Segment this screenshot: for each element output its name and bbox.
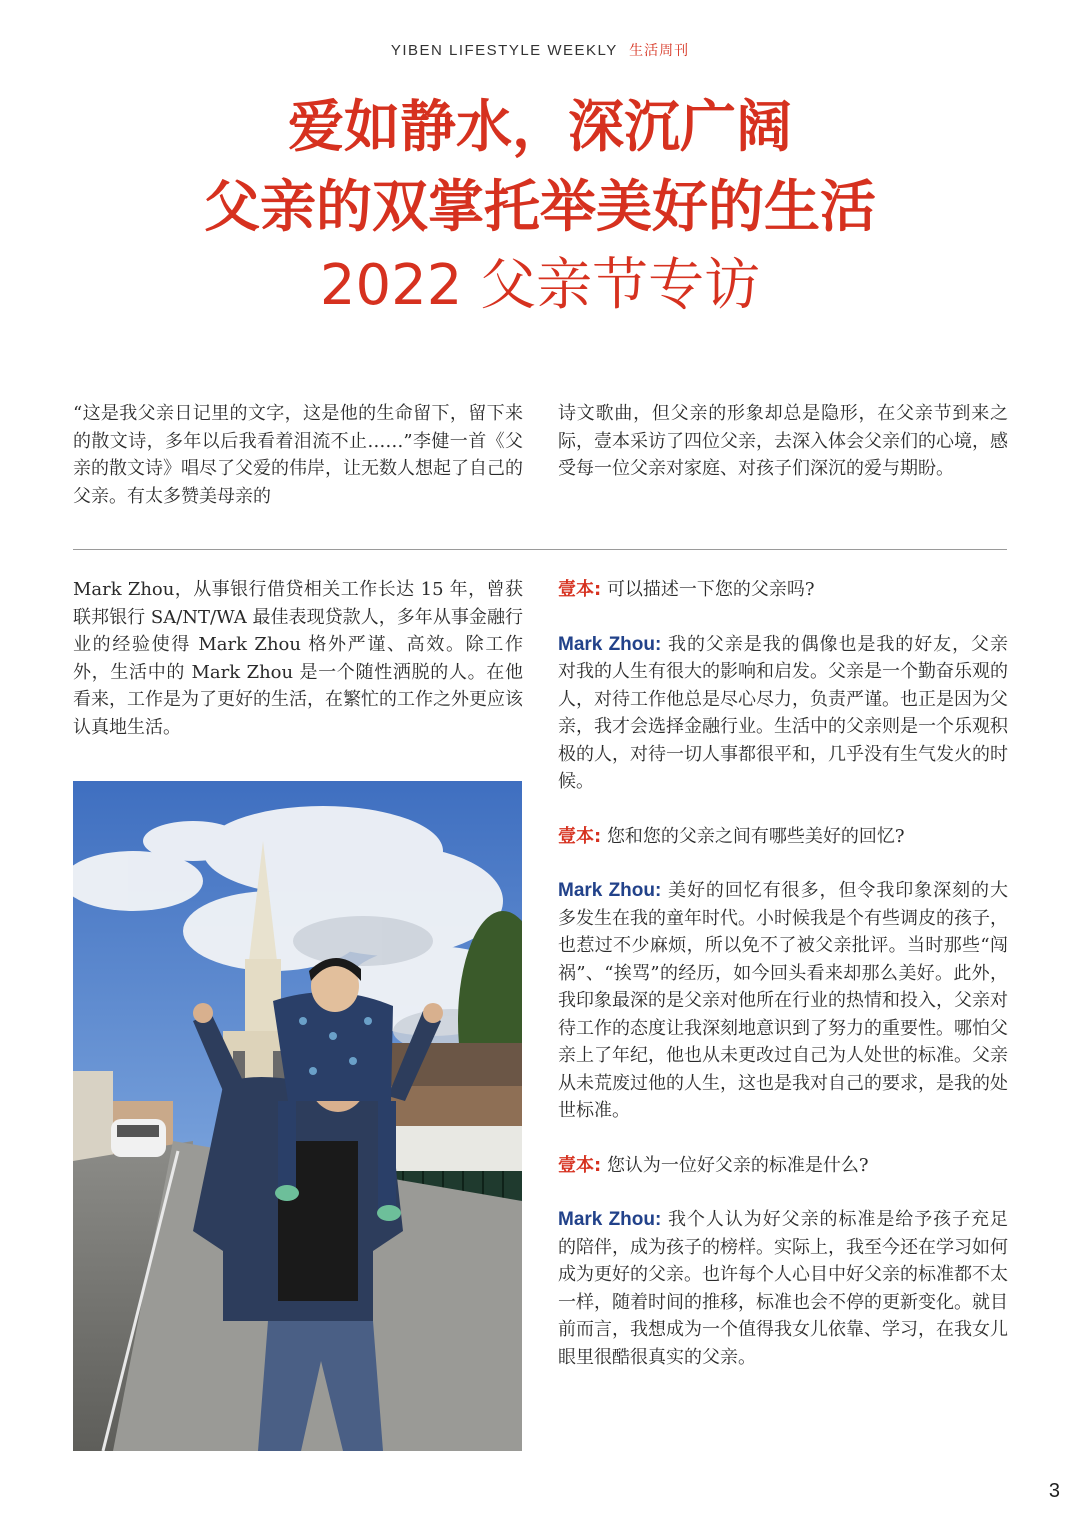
interview-qa xyxy=(558,576,1008,1398)
section-divider xyxy=(73,549,1007,550)
page-number: 3 xyxy=(1048,1480,1060,1502)
interviewee-label: Mark Zhou: xyxy=(558,1209,662,1230)
question-text: 您和您的父亲之间有哪些美好的回忆? xyxy=(606,825,905,847)
interviewer-label: 壹本: xyxy=(558,825,602,847)
masthead xyxy=(0,40,1080,60)
answer-2 xyxy=(558,877,1008,1125)
interviewer-label: 壹本: xyxy=(558,579,602,600)
masthead-cn: 生活周刊 xyxy=(629,43,690,59)
answer-text: 美好的回忆有很多，但令我印象深刻的大多发生在我的童年时代。小时候我是个有些调皮的孩子，也惹过不少麻烦，所以免不了被父亲批评。当时那些“闯祸”、“挨骂”的经历，如今回头看来却那么美好。此外，我印象最深的是父亲对他所在行业的热情和投入，父亲对待工作的态度让我深刻地意识到了努力的重要性。哪怕父亲上了年纪，他也从未更改过自己为人处世的标准。父亲从未荒废过他的人生，这也是我对自己的要求，是我的处世标准。 xyxy=(558,880,1008,1121)
masthead-en: YIBEN LIFESTYLE WEEKLY xyxy=(390,42,618,59)
father-daughter-photo xyxy=(73,781,522,1451)
question-text: 您认为一位好父亲的标准是什么? xyxy=(606,1154,869,1176)
question-1 xyxy=(558,576,1008,604)
question-3 xyxy=(558,1152,1008,1180)
answer-text: 我个人认为好父亲的标准是给予孩子充足的陪伴，成为孩子的榜样。实际上，我至今还在学习如何成为更好的父亲。也许每个人心目中好父亲的标准都不太一样，随着时间的推移，标准也会不停的更新变化。就目前而言，我想成为一个值得我女儿依靠、学习，在我女儿眼里很酷很真实的父亲。 xyxy=(558,1209,1008,1368)
intro-paragraph-right: 诗文歌曲，但父亲的形象却总是隐形，在父亲节到来之际，壹本采访了四位父亲，去深入体会父亲们的心境，感受每一位父亲对家庭、对孩子们深沉的爱与期盼。 xyxy=(558,403,1008,479)
headline-line-3: 2022 父亲节专访 xyxy=(319,253,761,318)
interviewee-label: Mark Zhou: xyxy=(558,880,662,901)
answer-text: 我的父亲是我的偶像也是我的好友，父亲对我的人生有很大的影响和启发。父亲是一个勤奋乐观的人，对待工作他总是尽心尽力，负责严谨。也正是因为父亲，我才会选择金融行业。生活中的父亲则是一个乐观积极的人，对待一切人事都很平和，几乎没有生气发火的时候。 xyxy=(558,633,1008,792)
interviewee-label: Mark Zhou: xyxy=(558,633,662,655)
intro-paragraph-left: “这是我父亲日记里的文字，这是他的生命留下，留下来的散文诗，多年以后我看着泪流不止……”李健一首《父亲的散文诗》唱尽了父爱的伟岸，让无数人想起了自己的父亲。有太多赞美母亲的 xyxy=(73,403,523,507)
headline-line-2: 父亲的双掌托举美好的生活 xyxy=(204,175,876,240)
question-text: 可以描述一下您的父亲吗? xyxy=(606,579,815,600)
interviewee-bio: Mark Zhou，从事银行借贷相关工作长达 15 年，曾获联邦银行 SA/NT/WA 最佳表现贷款人，多年从事金融行业的经验使得 Mark Zhou 格外严谨、高效。除工作外，生活中的 Mark Zhou 是一个随性洒脱的人。在他看来，工作是为了更好的生活，在繁忙的工作之外更应该认真地生活。 xyxy=(73,579,523,738)
headline-line-1: 爱如静水，深沉广阔 xyxy=(288,95,792,160)
question-2 xyxy=(558,823,1008,851)
answer-1 xyxy=(558,631,1008,796)
interviewer-label: 壹本: xyxy=(558,1154,602,1176)
answer-3 xyxy=(558,1206,1008,1371)
